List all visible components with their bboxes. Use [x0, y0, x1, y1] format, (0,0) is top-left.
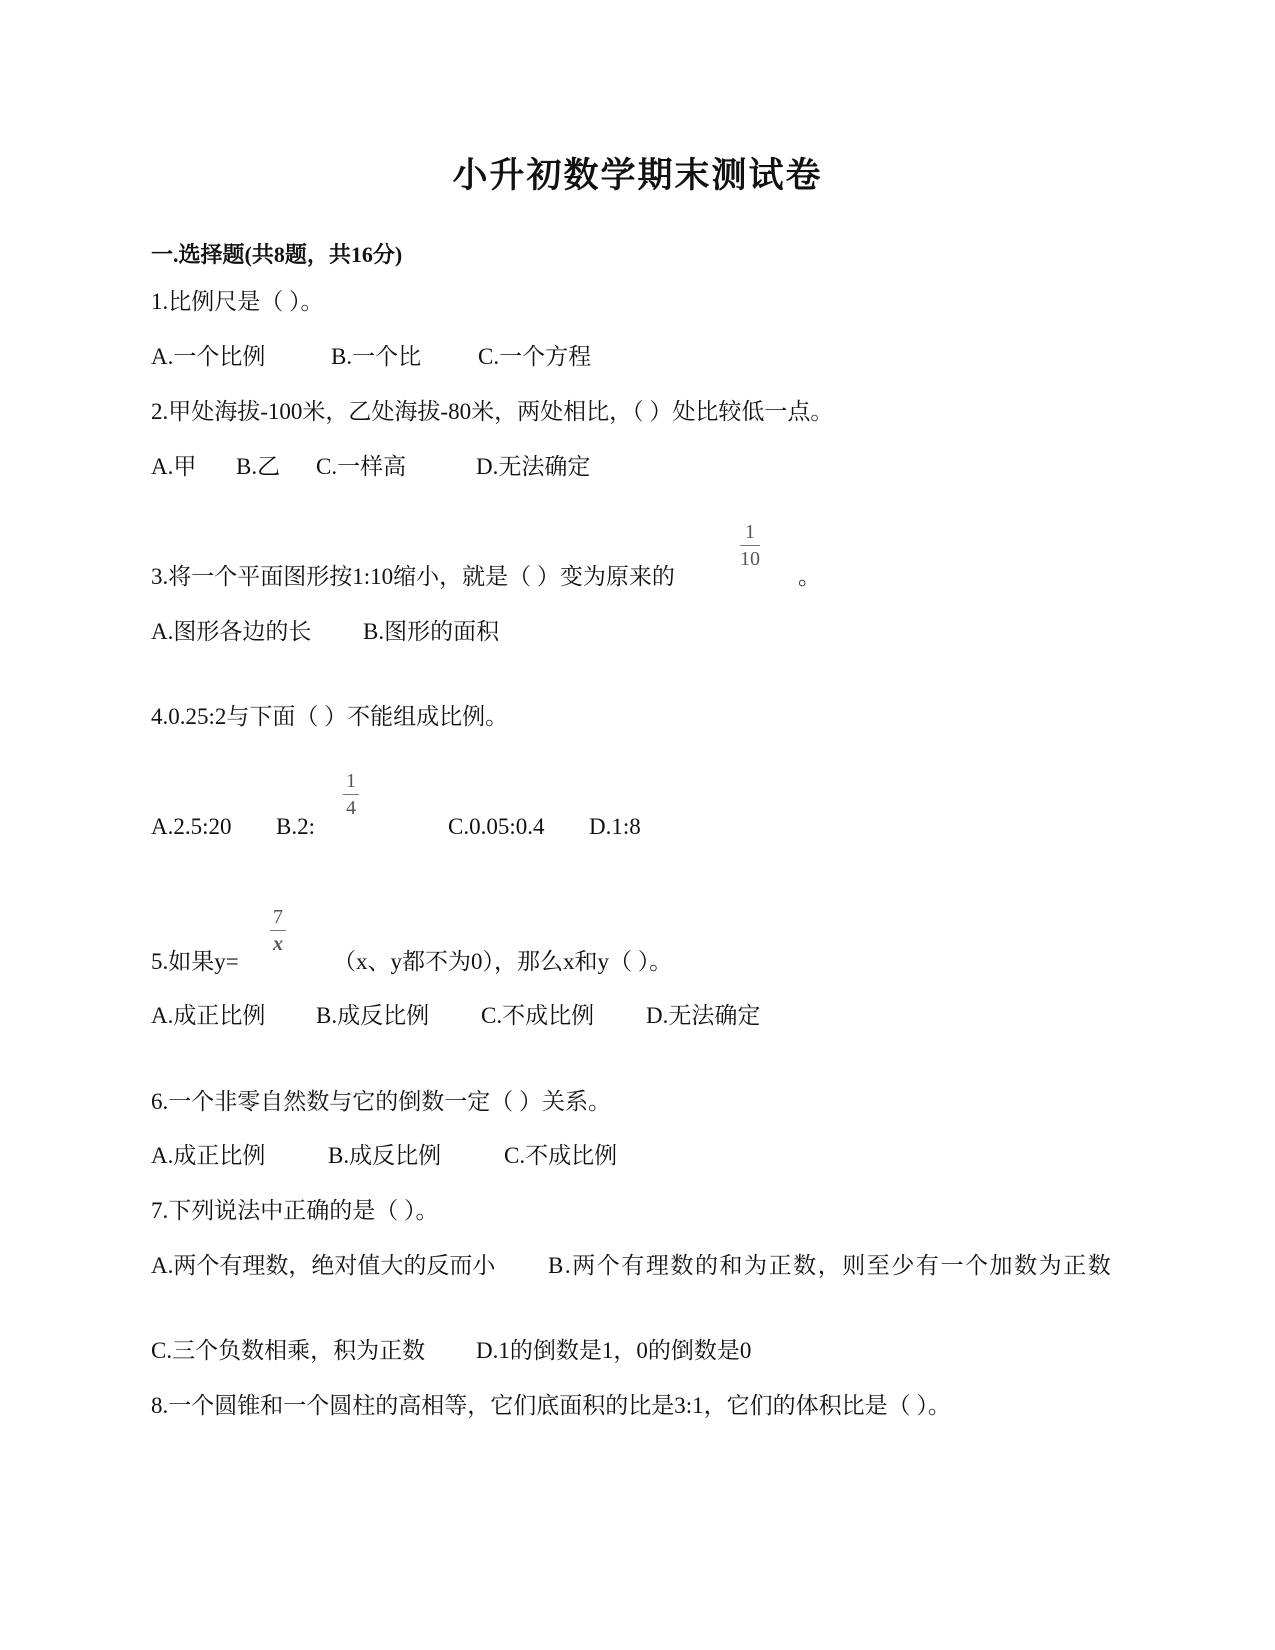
question-7-stem: 7.下列说法中正确的是（ ）。	[151, 1198, 439, 1223]
question-6-stem: 6.一个非零自然数与它的倒数一定（ ）关系。	[151, 1089, 611, 1114]
fraction-bar	[343, 794, 359, 795]
fraction-numerator: 1	[346, 770, 356, 792]
option-c: C.不成比例	[481, 1003, 595, 1028]
option-c: C.一个方程	[478, 344, 592, 369]
option-b: B.成反比例	[328, 1143, 442, 1168]
question-4-options	[151, 812, 1151, 842]
option-b: B.乙	[236, 454, 281, 479]
fraction-seven-over-x	[270, 906, 286, 955]
question-5-stem: 5.如果y=	[151, 949, 239, 974]
option-c: C.0.05:0.4	[448, 814, 545, 839]
question-6-options	[151, 1141, 1151, 1171]
fraction-one-quarter	[343, 770, 359, 819]
exam-title: 小升初数学期末测试卷	[452, 156, 823, 195]
fraction-denominator: 10	[740, 548, 760, 570]
question-2-stem: 2.甲处海拔-100米，乙处海拔-80米，两处相比，（ ）处比较低一点。	[151, 399, 834, 424]
option-b: B.图形的面积	[363, 619, 500, 644]
question-7-option-b: B.两个有理数的和为正数，则至少有一个加数为正数	[548, 1253, 1113, 1278]
option-a: A.成正比例	[151, 1003, 266, 1028]
fraction-denominator: 4	[346, 797, 356, 819]
option-d: D.无法确定	[646, 1003, 761, 1028]
option-d: D.无法确定	[476, 454, 591, 479]
fraction-numerator: 7	[273, 906, 283, 928]
option-c: C.三个负数相乘，积为正数	[151, 1338, 426, 1363]
question-2-options	[151, 452, 1151, 482]
option-b: B.成反比例	[316, 1003, 430, 1028]
fraction-one-tenth	[740, 521, 760, 570]
option-c: C.一样高	[316, 454, 407, 479]
fraction-bar	[740, 545, 760, 546]
question-1-stem: 1.比例尺是（ ）。	[151, 289, 324, 314]
fraction-denominator: x	[273, 933, 283, 955]
fraction-bar	[270, 930, 286, 931]
question-4-stem: 4.0.25:2与下面（ ）不能组成比例。	[151, 704, 509, 729]
option-c: C.不成比例	[504, 1143, 618, 1168]
section-heading: 一.选择题(共8题，共16分)	[151, 242, 403, 267]
question-1-options	[151, 342, 1151, 372]
option-a: A.图形各边的长	[151, 619, 312, 644]
question-7-option-a: A.两个有理数，绝对值大的反而小	[151, 1253, 496, 1278]
option-b: B.一个比	[331, 344, 422, 369]
question-5-options	[151, 1001, 1151, 1031]
question-3-options	[151, 617, 1151, 647]
option-a: A.成正比例	[151, 1143, 266, 1168]
option-d: D.1的倒数是1，0的倒数是0	[476, 1338, 752, 1363]
option-d: D.1:8	[589, 814, 641, 839]
question-8-stem: 8.一个圆锥和一个圆柱的高相等，它们底面积的比是3:1，它们的体积比是（ ）。	[151, 1393, 951, 1418]
option-a: A.甲	[151, 454, 197, 479]
question-5-stem-end: （x、y都不为0），那么x和y（ ）。	[333, 949, 673, 974]
fraction-numerator: 1	[745, 521, 755, 543]
option-a: A.一个比例	[151, 344, 266, 369]
question-3-stem: 3.将一个平面图形按1:10缩小，就是（ ）变为原来的	[151, 564, 675, 589]
option-b: B.2:	[276, 814, 315, 839]
question-3-stem-end: 。	[798, 564, 821, 589]
question-7-options-cd	[151, 1336, 1151, 1366]
option-a: A.2.5:20	[151, 814, 232, 839]
